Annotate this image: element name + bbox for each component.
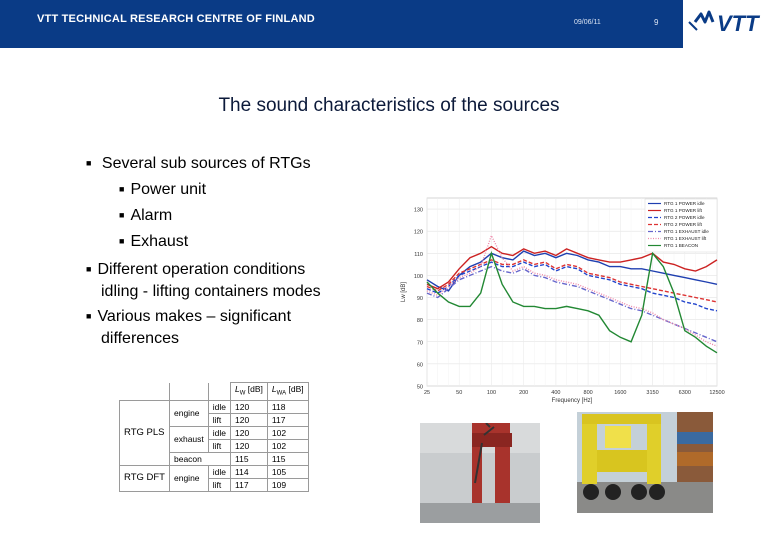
table-source: exhaust [170, 426, 209, 452]
table-cell: 105 [267, 465, 308, 478]
x-tick-label: 800 [583, 390, 593, 396]
y-tick-label: 120 [413, 229, 423, 236]
table-cell: 120 [231, 439, 268, 452]
table-source: beacon [170, 452, 231, 465]
table-cell: 115 [267, 452, 308, 465]
bullet-l2: ■ Exhaust [119, 233, 189, 250]
legend-label: RTG 1 EXHAUST idle [664, 229, 709, 234]
bullet-continuation: idling - lifting containers modes [101, 283, 321, 300]
x-tick-label: 3150 [646, 390, 659, 396]
y-tick-label: 100 [413, 273, 423, 280]
x-tick-label: 12500 [709, 390, 725, 396]
table-mode: idle [208, 465, 230, 478]
table-header-row [120, 383, 309, 401]
table-mode: lift [208, 439, 230, 452]
svg-text:VTT: VTT [717, 11, 759, 36]
x-tick-label: 400 [551, 390, 561, 396]
table-header-lwa: $L_{WA}$ [dB] [267, 383, 308, 401]
legend-label: RTG 1 POWER idle [664, 201, 705, 206]
bullet-l1: ■ Different operation conditions [86, 261, 306, 278]
bullet-continuation: differences [101, 330, 179, 347]
slide-date: 09/06/11 [574, 19, 601, 26]
y-tick-label: 50 [416, 384, 423, 391]
spectrum-chart [395, 190, 730, 417]
table-cell: 118 [267, 400, 308, 413]
table-cell: 109 [267, 478, 308, 491]
y-tick-label: 110 [414, 251, 423, 258]
header-bar [0, 0, 780, 48]
table-group-name: RTG DFT [120, 465, 170, 491]
legend-label: RTG 2 POWER idle [664, 215, 705, 220]
legend-label: RTG 1 EXHAUST lift [664, 236, 707, 241]
x-tick-label: 25 [423, 390, 431, 396]
legend-label: RTG 2 POWER lift [664, 222, 702, 227]
y-axis-label: Lw [dB] [401, 281, 407, 303]
table-cell: 120 [231, 426, 268, 439]
org-name: VTT TECHNICAL RESEARCH CENTRE OF FINLAND [37, 13, 315, 25]
vtt-logo [683, 0, 780, 48]
table-cell: 120 [231, 400, 268, 413]
x-tick-label: 6300 [678, 390, 691, 396]
x-tick-label: 1600 [614, 390, 627, 396]
bullet-l2: ■ Power unit [119, 181, 207, 198]
table-cell: 115 [231, 452, 268, 465]
sound-power-table [119, 382, 309, 492]
slide-title: The sound characteristics of the sources [218, 95, 560, 116]
table-row [120, 400, 309, 413]
x-axis-label: Frequency [Hz] [551, 398, 593, 404]
y-tick-label: 130 [413, 207, 423, 214]
table-mode: lift [208, 478, 230, 491]
y-tick-label: 60 [416, 362, 423, 369]
yellow-rtg-crane-photo [577, 412, 713, 513]
bullet-l1: ■ Various makes – significant [86, 308, 292, 325]
table-source: engine [170, 465, 209, 491]
y-tick-label: 90 [416, 296, 423, 303]
x-tick-label: 50 [456, 390, 463, 396]
y-tick-label: 70 [416, 340, 423, 347]
legend-label: RTG 1 BEACON [664, 243, 699, 248]
table-cell: 114 [231, 465, 268, 478]
legend-label: RTG 1 POWER lift [664, 208, 702, 213]
spectrum-chart-svg [395, 190, 730, 412]
y-tick-label: 80 [416, 318, 423, 325]
table-source: engine [170, 400, 209, 426]
table-cell: 117 [231, 478, 268, 491]
table-mode: idle [208, 426, 230, 439]
rtg-frame-photo [420, 423, 540, 523]
table-cell: 120 [231, 413, 268, 426]
table-cell: 102 [267, 426, 308, 439]
table-mode: idle [208, 400, 230, 413]
table-row [120, 465, 309, 478]
bullet-l1: ■ Several sub sources of RTGs [86, 155, 311, 172]
page-number: 9 [654, 18, 659, 27]
table-group-name: RTG PLS [120, 400, 170, 465]
table-mode: lift [208, 413, 230, 426]
table-header-lw: $L_W$ [dB] [231, 383, 268, 401]
x-tick-label: 200 [519, 390, 529, 396]
table-cell: 117 [267, 413, 308, 426]
bullet-l2: ■ Alarm [119, 207, 173, 224]
table-cell: 102 [267, 439, 308, 452]
x-tick-label: 100 [486, 390, 497, 396]
